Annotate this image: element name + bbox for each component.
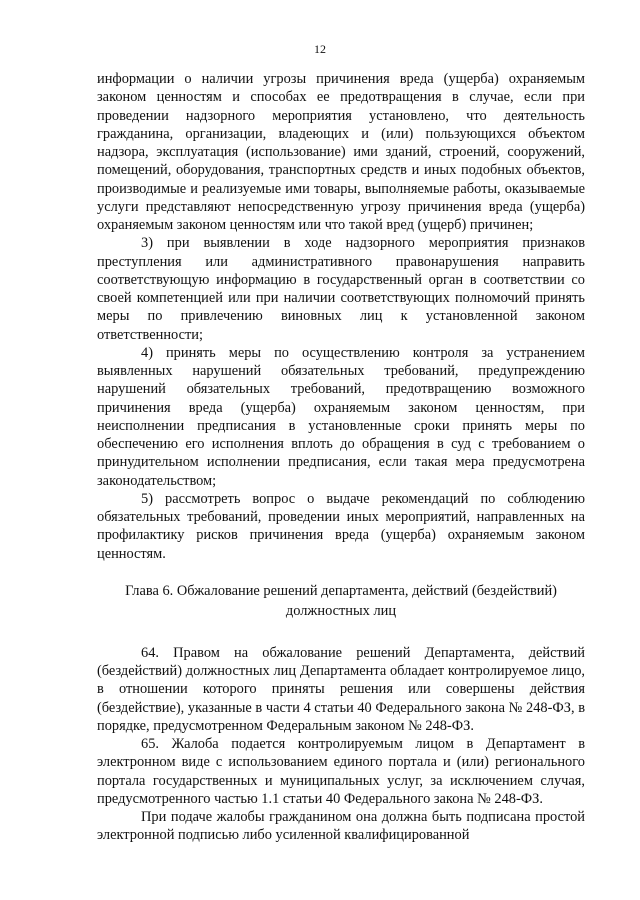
paragraph-item-5: 5) рассмотреть вопрос о выдаче рекомендаций по соблюдению обязательных требований, проведении иных мероприятий, направленных на профилактику рисков причинения вреда (ущерба) охраняемым законом ценностям. — [97, 490, 585, 562]
document-body — [97, 70, 585, 845]
paragraph-item-3: 3) при выявлении в ходе надзорного мероприятия признаков преступления или административного правонарушения направить соответствующую информацию в государственный орган в соответствии со своей компетенцией или при наличии соответствующих полномочий принять меры по привлечению виновных лиц к установленной законом ответственности; — [97, 235, 585, 343]
paragraph-signature-requirement: При подаче жалобы гражданином она должна быть подписана простой электронной подписью либо усиленной квалифицированной — [97, 809, 585, 844]
paragraph-65: 65. Жалоба подается контролируемым лицом в Департамент в электронном виде с использованием единого портала и (или) регионального портала государственных и муниципальных услуг, за исключением случая, предусмотренного частью 1.1 статьи 40 Федерального закона № 248-ФЗ. — [97, 736, 585, 807]
chapter-heading-line-1: Глава 6. Обжалование решений департамента, действий (бездействий) — [125, 582, 557, 599]
paragraph-continuation: информации о наличии угрозы причинения вреда (ущерба) охраняемым законом ценностям и способах ее предотвращения в случае, если при проведении надзорного мероприятия установлено, что деятельность гражданина, организации, владеющих и (или) пользующихся объектом надзора, эксплуатация (использование) ими зданий, строений, сооружений, помещений, оборудования, транспортных средств и иных подобных объектов, производимые и реализуемые ими товары, выполняемые работы, оказываемые услуги представляют непосредственную угрозу причинения вреда (ущерба) охраняемым законом ценностям или что такой вред (ущерб) причинен; — [97, 71, 585, 233]
chapter-heading-line-2: должностных лиц — [285, 602, 397, 619]
chapter-heading — [97, 581, 585, 621]
paragraph-64: 64. Правом на обжалование решений Департамента, действий (бездействий) должностных лиц Департамента обладает контролируемое лицо, в отношении которого приняты решения или совершены действия (бездействие), указанные в части 4 статьи 40 Федерального закона № 248-ФЗ, в порядке, предусмотренном Федеральным законом № 248-ФЗ. — [97, 644, 585, 734]
page-number: 12 — [314, 42, 326, 56]
paragraph-item-4: 4) принять меры по осуществлению контроля за устранением выявленных нарушений обязательных требований, предупреждению нарушений обязательных требований, предотвращению возможного причинения вреда (ущерба) охраняемым законом ценностям, при неисполнении предписания в установленные сроки принять меры по обеспечению его исполнения вплоть до обращения в суд с требованием о принудительном исполнении предписания, если такая мера предусмотрена законодательством; — [97, 344, 585, 489]
